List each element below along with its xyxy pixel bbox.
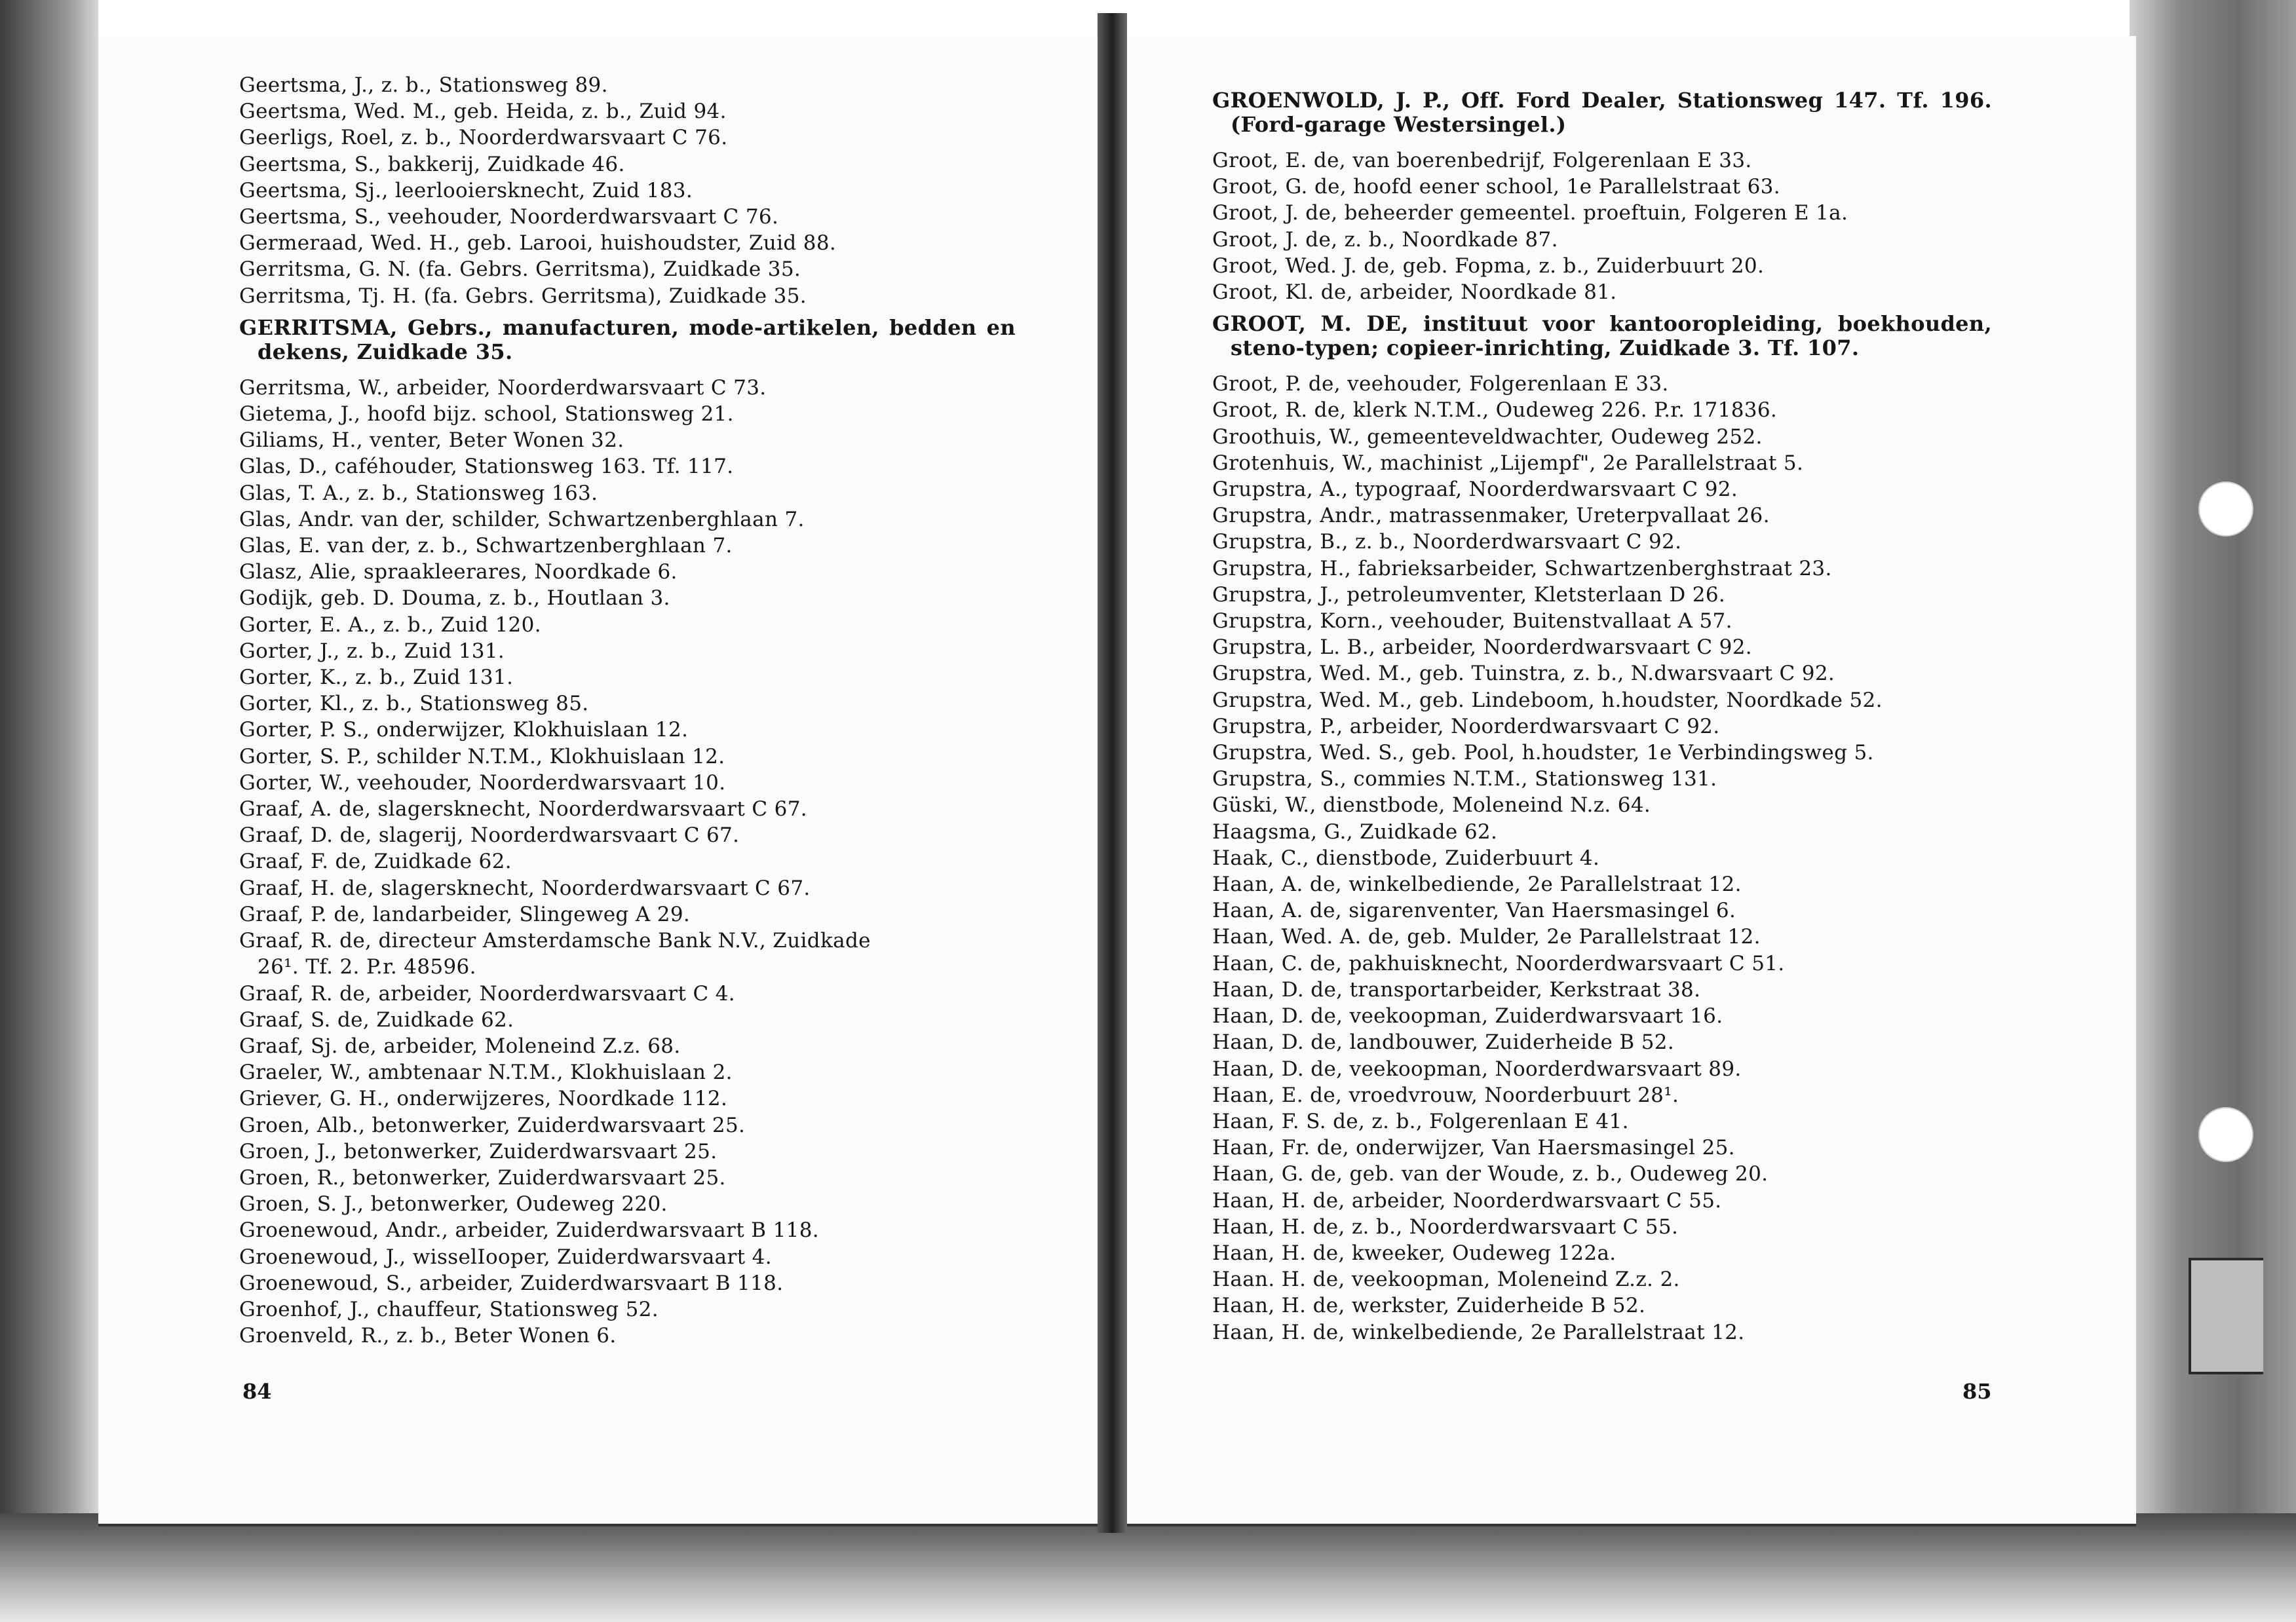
directory-entry: Groenewoud, Andr., arbeider, Zuiderdwarsvaart B 118. bbox=[239, 1218, 819, 1243]
directory-entry: Haan, Fr. de, onderwijzer, Van Haersmasingel 25. bbox=[1212, 1136, 1735, 1160]
directory-entry: Gorter, S. P., schilder N.T.M., Klokhuislaan 12. bbox=[239, 744, 725, 768]
directory-entry: Grupstra, H., fabrieksarbeider, Schwartzenberghstraat 23. bbox=[1212, 556, 1832, 580]
business-advertisement-entry: GERRITSMA, Gebrs., manufacturen, mode-artikelen, bedden en dekens, Zuidkade 35. bbox=[239, 314, 1016, 364]
directory-entry: Grupstra, J., petroleumventer, Kletsterlaan D 26. bbox=[1212, 582, 1726, 607]
directory-entry: Haak, C., dienstbode, Zuiderbuurt 4. bbox=[1212, 846, 1600, 870]
directory-entry: Haan, H. de, kweeker, Oudeweg 122a. bbox=[1212, 1241, 1617, 1265]
directory-entry: Glasz, Alie, spraakleerares, Noordkade 6. bbox=[239, 560, 678, 584]
book-gutter bbox=[1098, 13, 1127, 1533]
directory-entry: 26¹. Tf. 2. P.r. 48596. bbox=[258, 955, 476, 979]
directory-entry: Haan, H. de, z. b., Noorderdwarsvaart C 55. bbox=[1212, 1215, 1679, 1239]
directory-entry: Groot, P. de, veehouder, Folgerenlaan E 33. bbox=[1212, 372, 1669, 396]
directory-entry: Grotenhuis, W., machinist „Lijempf", 2e Parallelstraat 5. bbox=[1212, 451, 1804, 475]
directory-entry: Grupstra, L. B., arbeider, Noorderdwarsvaart C 92. bbox=[1212, 635, 1752, 660]
directory-entry: Griever, G. H., onderwijzeres, Noordkade 112. bbox=[239, 1087, 728, 1111]
directory-entry: Graaf, A. de, slagersknecht, Noorderdwarsvaart C 67. bbox=[239, 797, 807, 821]
directory-entry: Grupstra, A., typograaf, Noorderdwarsvaart C 92. bbox=[1212, 478, 1738, 502]
directory-entry: Groot, R. de, klerk N.T.M., Oudeweg 226. P.r. 171836. bbox=[1212, 398, 1778, 423]
directory-entry: Geertsma, J., z. b., Stationsweg 89. bbox=[239, 73, 608, 97]
directory-entry: Haan, D. de, veekoopman, Zuiderdwarsvaart 16. bbox=[1212, 1004, 1723, 1028]
directory-entry: Groot, G. de, hoofd eener school, 1e Parallelstraat 63. bbox=[1212, 175, 1780, 199]
directory-entry: Grupstra, Andr., matrassenmaker, Ureterpvallaat 26. bbox=[1212, 504, 1770, 528]
directory-entry: Graaf, Sj. de, arbeider, Moleneind Z.z. 68. bbox=[239, 1034, 681, 1058]
directory-entry: Groenewoud, S., arbeider, Zuiderdwarsvaart B 118. bbox=[239, 1271, 784, 1295]
directory-entry: Haan, H. de, arbeider, Noorderdwarsvaart C 55. bbox=[1212, 1188, 1722, 1213]
directory-entry: Grupstra, P., arbeider, Noorderdwarsvaart C 92. bbox=[1212, 714, 1720, 738]
directory-entry: Güski, W., dienstbode, Moleneind N.z. 64. bbox=[1212, 793, 1651, 818]
page-number-right: 85 bbox=[1962, 1379, 1992, 1404]
directory-entry: Glas, E. van der, z. b., Schwartzenberghlaan 7. bbox=[239, 534, 733, 558]
directory-entry: Gerritsma, Tj. H. (fa. Gebrs. Gerritsma), Zuidkade 35. bbox=[239, 284, 807, 308]
directory-entry: Graaf, R. de, directeur Amsterdamsche Bank N.V., Zuidkade bbox=[239, 929, 871, 953]
directory-entry: Geertsma, Sj., leerlooiersknecht, Zuid 183. bbox=[239, 178, 693, 202]
directory-entry: Gorter, J., z. b., Zuid 131. bbox=[239, 639, 505, 663]
directory-entry: Groot, Wed. J. de, geb. Fopma, z. b., Zuiderbuurt 20. bbox=[1212, 254, 1765, 278]
directory-entry: Graaf, D. de, slagerij, Noorderdwarsvaart C 67. bbox=[239, 823, 740, 848]
directory-entry: Graaf, P. de, landarbeider, Slingeweg A 29. bbox=[239, 902, 691, 926]
directory-entry: Gorter, E. A., z. b., Zuid 120. bbox=[239, 613, 541, 637]
directory-entry: Grupstra, B., z. b., Noorderdwarsvaart C 92. bbox=[1212, 530, 1682, 554]
directory-entry: Glas, D., caféhouder, Stationsweg 163. Tf. 117. bbox=[239, 455, 734, 479]
directory-entry: Graaf, F. de, Zuidkade 62. bbox=[239, 850, 512, 874]
directory-entry: Haan, D. de, veekoopman, Noorderdwarsvaart 89. bbox=[1212, 1057, 1742, 1081]
directory-entry: Groot, J. de, z. b., Noordkade 87. bbox=[1212, 227, 1558, 252]
directory-entry: Groen, J., betonwerker, Zuiderdwarsvaart 25. bbox=[239, 1139, 718, 1163]
directory-entry: Haan, E. de, vroedvrouw, Noorderbuurt 28¹. bbox=[1212, 1083, 1679, 1107]
directory-entry: Graaf, S. de, Zuidkade 62. bbox=[239, 1008, 514, 1032]
directory-entry: Grupstra, S., commies N.T.M., Stationsweg 131. bbox=[1212, 767, 1717, 791]
directory-entry: Groen, S. J., betonwerker, Oudeweg 220. bbox=[239, 1192, 668, 1216]
directory-entry: Groenveld, R., z. b., Beter Wonen 6. bbox=[239, 1324, 617, 1348]
directory-entry: Groen, Alb., betonwerker, Zuiderdwarsvaart 25. bbox=[239, 1113, 746, 1137]
directory-entry: Groenewoud, J., wisselIooper, Zuiderdwarsvaart 4. bbox=[239, 1245, 772, 1269]
directory-entry: Groot, J. de, beheerder gemeentel. proeftuin, Folgeren E 1a. bbox=[1212, 201, 1848, 225]
directory-entry: Haan, D. de, landbouwer, Zuiderheide B 52. bbox=[1212, 1030, 1675, 1055]
directory-entry: Haagsma, G., Zuidkade 62. bbox=[1212, 820, 1498, 844]
directory-entry: Groot, Kl. de, arbeider, Noordkade 81. bbox=[1212, 280, 1617, 305]
punch-hole bbox=[2198, 1107, 2253, 1162]
directory-entry: Grupstra, Wed. S., geb. Pool, h.houdster, 1e Verbindingsweg 5. bbox=[1212, 741, 1874, 765]
binder-tab bbox=[2189, 1258, 2263, 1374]
directory-entry: Gorter, P. S., onderwijzer, Klokhuislaan 12. bbox=[239, 718, 689, 742]
directory-entry: Geertsma, Wed. M., geb. Heida, z. b., Zuid 94. bbox=[239, 100, 727, 124]
scan-shadow-bottom bbox=[0, 1513, 2296, 1622]
directory-entry: Glas, T. A., z. b., Stationsweg 163. bbox=[239, 481, 598, 505]
directory-entry: Haan, G. de, geb. van der Woude, z. b., Oudeweg 20. bbox=[1212, 1162, 1769, 1186]
directory-entry: Graaf, R. de, arbeider, Noorderdwarsvaart C 4. bbox=[239, 981, 736, 1006]
directory-entry: Geerligs, Roel, z. b., Noorderdwarsvaart C 76. bbox=[239, 126, 728, 150]
directory-entry: Geertsma, S., bakkerij, Zuidkade 46. bbox=[239, 152, 625, 176]
directory-entry: Germeraad, Wed. H., geb. Larooi, huishoudster, Zuid 88. bbox=[239, 231, 837, 255]
directory-entry: Groenhof, J., chauffeur, Stationsweg 52. bbox=[239, 1297, 659, 1321]
directory-entry: Haan, H. de, winkelbediende, 2e Parallelstraat 12. bbox=[1212, 1320, 1745, 1344]
right-page-directory-column bbox=[1212, 82, 1992, 1346]
directory-entry: Haan, A. de, sigarenventer, Van Haersmasingel 6. bbox=[1212, 899, 1736, 923]
directory-entry: Haan. H. de, veekoopman, Moleneind Z.z. 2. bbox=[1212, 1268, 1680, 1292]
directory-entry: Gerritsma, G. N. (fa. Gebrs. Gerritsma), Zuidkade 35. bbox=[239, 257, 801, 282]
directory-entry: Groot, E. de, van boerenbedrijf, Folgerenlaan E 33. bbox=[1212, 149, 1752, 172]
directory-entry: Grupstra, Wed. M., geb. Tuinstra, z. b., N.dwarsvaart C 92. bbox=[1212, 662, 1835, 686]
directory-entry: Grupstra, Wed. M., geb. Lindeboom, h.houdster, Noordkade 52. bbox=[1212, 688, 1883, 712]
directory-entry: Haan, Wed. A. de, geb. Mulder, 2e Parallelstraat 12. bbox=[1212, 925, 1761, 949]
directory-entry: Gorter, W., veehouder, Noorderdwarsvaart 10. bbox=[239, 770, 726, 795]
directory-entry: Gerritsma, W., arbeider, Noorderdwarsvaart C 73. bbox=[239, 375, 767, 400]
directory-entry: Haan, H. de, werkster, Zuiderheide B 52. bbox=[1212, 1294, 1646, 1318]
page-number-left: 84 bbox=[242, 1379, 272, 1404]
directory-entry: Grupstra, Korn., veehouder, Buitenstvallaat A 57. bbox=[1212, 609, 1732, 633]
punch-hole bbox=[2198, 481, 2253, 537]
directory-entry: Godijk, geb. D. Douma, z. b., Houtlaan 3. bbox=[239, 586, 670, 611]
directory-entry: Geertsma, S., veehouder, Noorderdwarsvaart C 76. bbox=[239, 205, 779, 229]
directory-entry: Groen, R., betonwerker, Zuiderdwarsvaart 25. bbox=[239, 1165, 726, 1190]
directory-entry: Groothuis, W., gemeenteveldwachter, Oudeweg 252. bbox=[1212, 424, 1763, 449]
directory-entry: Haan, F. S. de, z. b., Folgerenlaan E 41. bbox=[1212, 1109, 1629, 1133]
directory-entry: Haan, D. de, transportarbeider, Kerkstraat 38. bbox=[1212, 977, 1701, 1002]
scan-shadow-right bbox=[2130, 0, 2296, 1622]
directory-entry: Graaf, H. de, slagersknecht, Noorderdwarsvaart C 67. bbox=[239, 876, 811, 900]
left-page-directory-column bbox=[239, 72, 1016, 1349]
business-advertisement-entry: GROOT, M. DE, instituut voor kantooropleiding, boekhouden, steno-typen; copieer-inrichting, Zuidkade 3. Tf. 107. bbox=[1212, 311, 1992, 361]
directory-entry: Graeler, W., ambtenaar N.T.M., Klokhuislaan 2. bbox=[239, 1061, 733, 1085]
directory-entry: Giliams, H., venter, Beter Wonen 32. bbox=[239, 428, 624, 453]
business-advertisement-entry: GROENWOLD, J. P., Off. Ford Dealer, Stationsweg 147. Tf. 196. (Ford-garage Westersingel.) bbox=[1212, 88, 1992, 137]
scan-shadow-left bbox=[0, 0, 98, 1622]
directory-entry: Haan, A. de, winkelbediende, 2e Parallelstraat 12. bbox=[1212, 873, 1742, 897]
directory-entry: Haan, C. de, pakhuisknecht, Noorderdwarsvaart C 51. bbox=[1212, 951, 1785, 975]
directory-entry: Glas, Andr. van der, schilder, Schwartzenberghlaan 7. bbox=[239, 507, 805, 531]
directory-entry: Gietema, J., hoofd bijz. school, Stationsweg 21. bbox=[239, 402, 734, 426]
directory-entry: Gorter, K., z. b., Zuid 131. bbox=[239, 666, 514, 690]
directory-entry: Gorter, Kl., z. b., Stationsweg 85. bbox=[239, 692, 589, 716]
